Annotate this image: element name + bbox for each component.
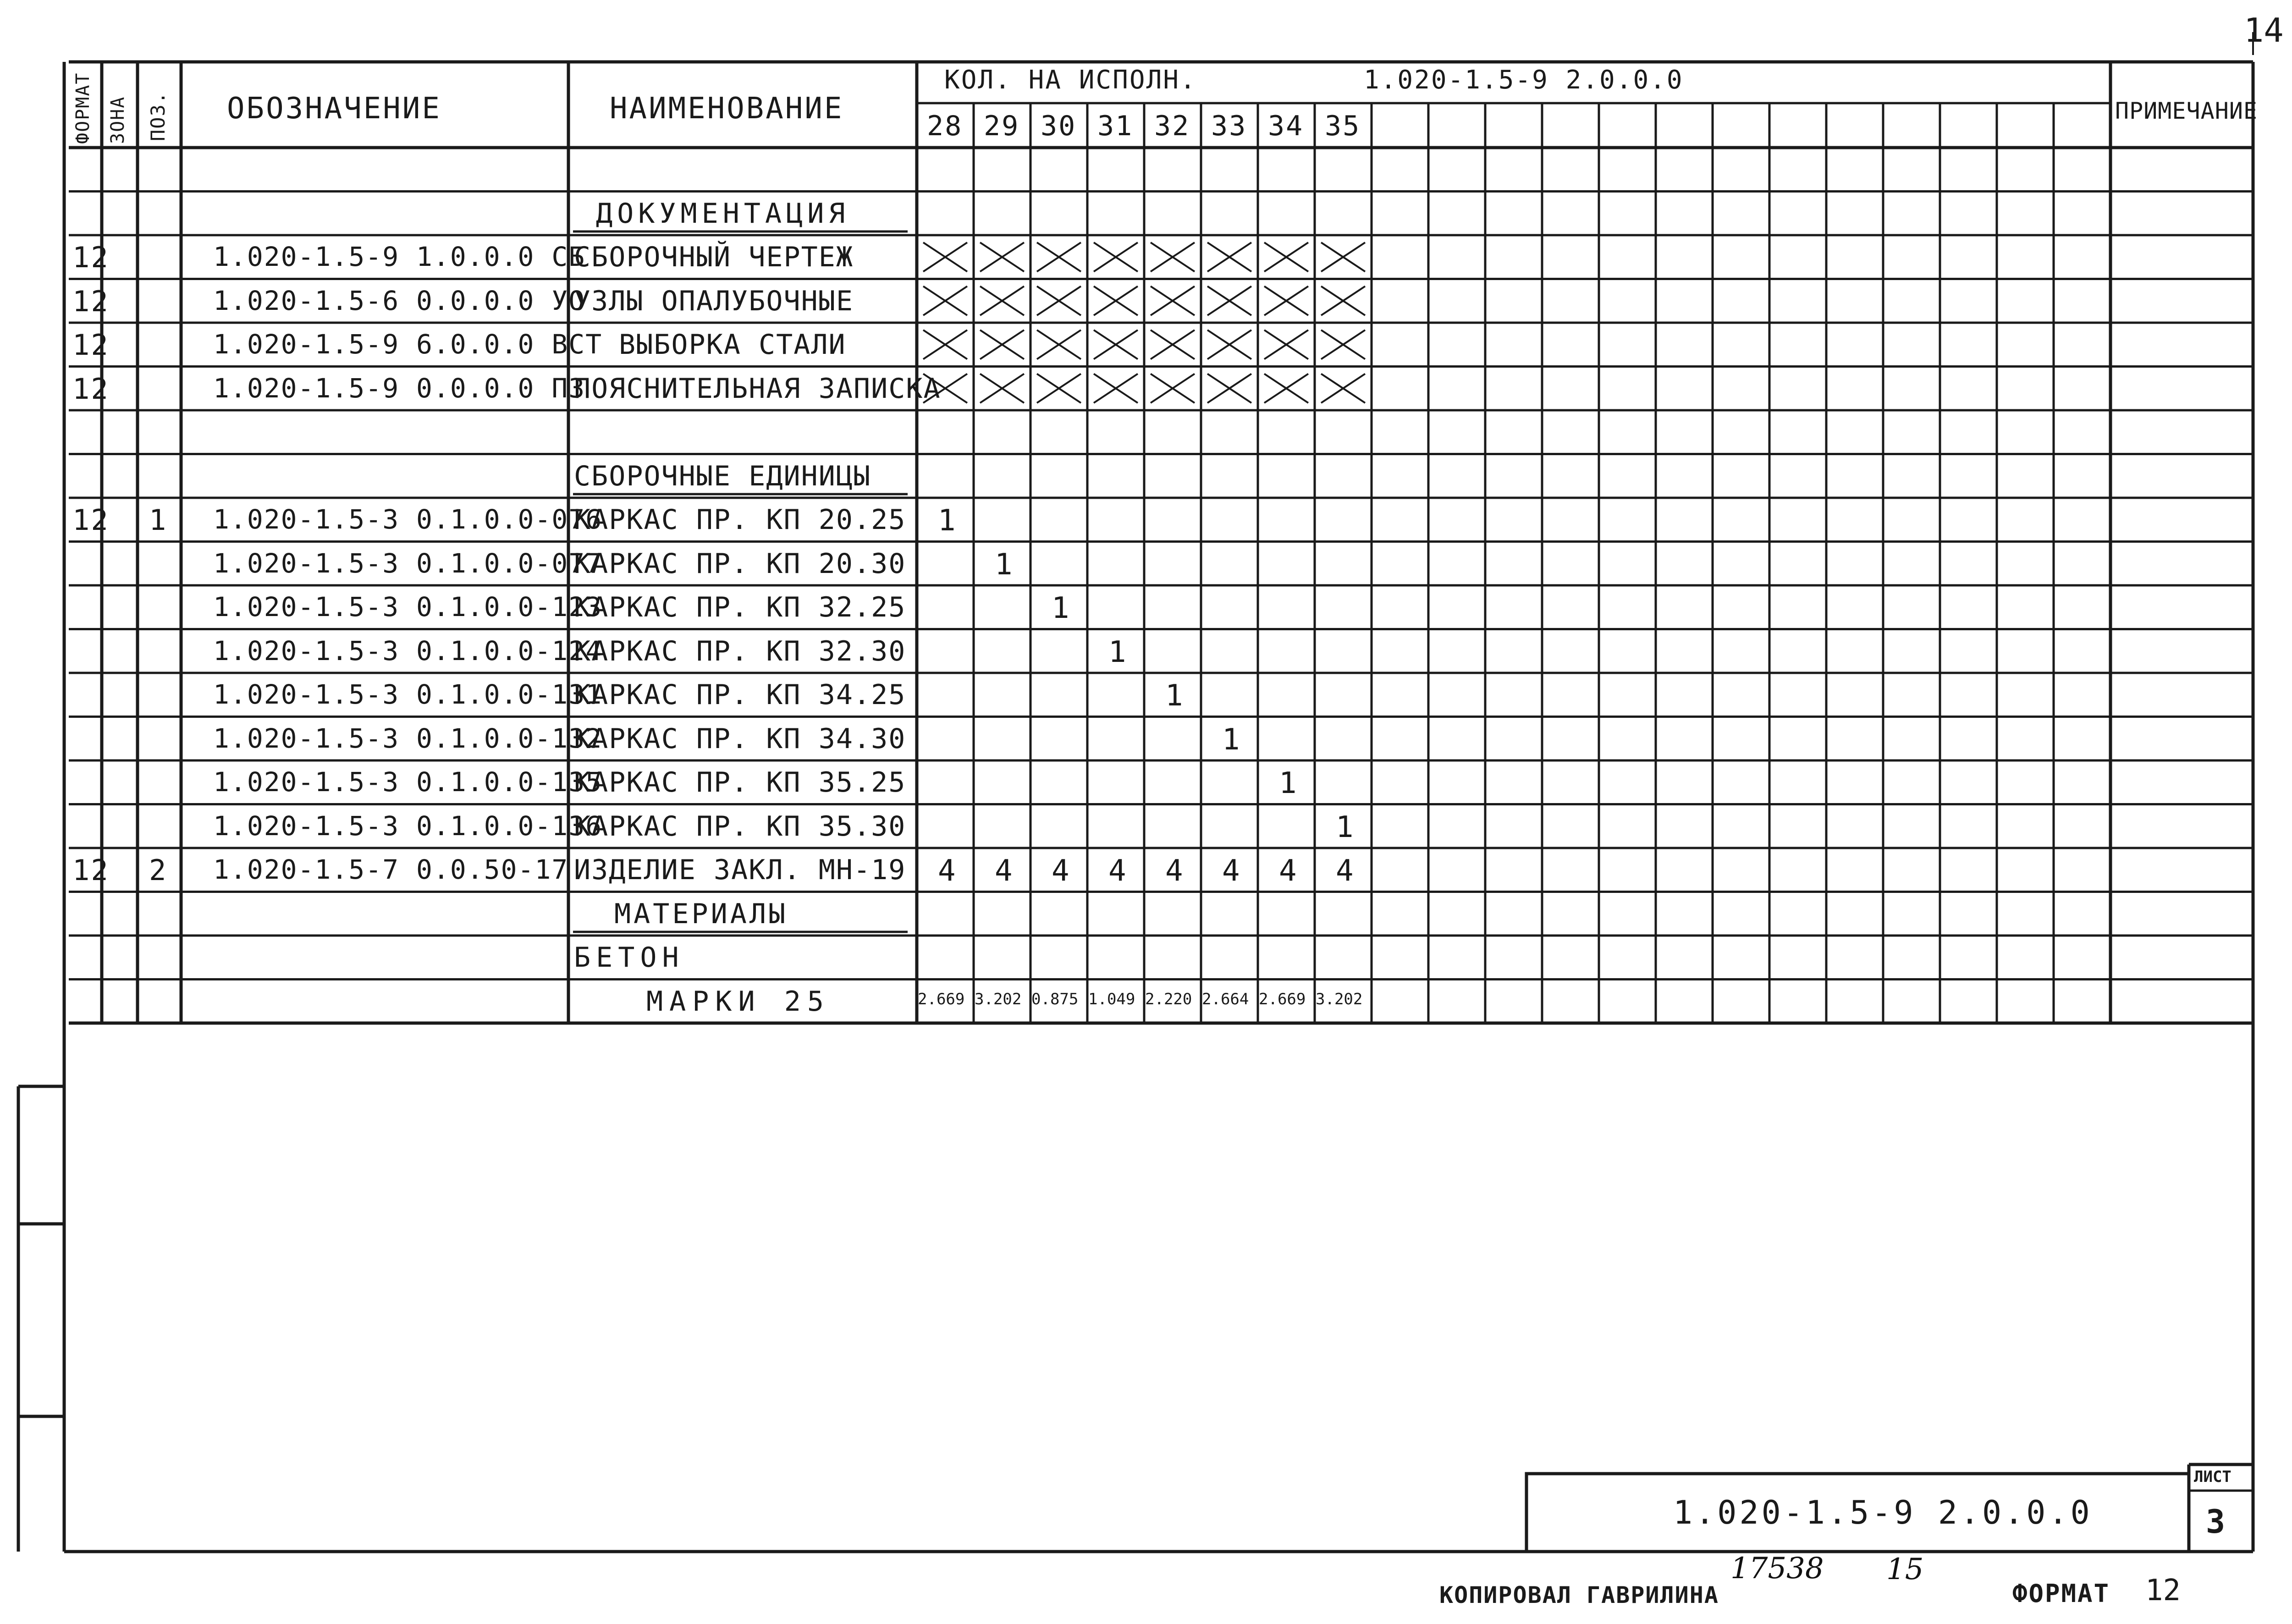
qty-value: 4 (995, 854, 1014, 888)
cell-name: ДОКУМЕНТАЦИЯ (596, 197, 850, 230)
header-zone: ЗОНА (107, 96, 128, 144)
qty-value: 4 (1165, 854, 1185, 888)
qty-value: 1 (1165, 679, 1185, 713)
qty-value: 1 (995, 547, 1014, 582)
qty-value: 4 (1279, 854, 1298, 888)
header-name: НАИМЕНОВАНИЕ (610, 92, 844, 126)
header-designation: ОБОЗНАЧЕНИЕ (227, 92, 441, 126)
qty-value: 1 (1222, 722, 1241, 757)
cell-name: МАТЕРИАЛЫ (614, 897, 788, 930)
header-note: ПРИМЕЧАНИЕ (2115, 98, 2258, 124)
qty-value: 2.220 (1145, 990, 1192, 1008)
cell-name: КАРКАС ПР. КП 32.25 (574, 591, 906, 623)
cell-name: ВЫБОРКА СТАЛИ (619, 329, 846, 361)
cell-designation: 1.020-1.5-3 0.1.0.0-123 (213, 591, 603, 622)
cell-designation: 1.020-1.5-9 1.0.0.0 СБ (213, 241, 586, 272)
cell-format: 12 (72, 284, 110, 318)
archive-sheet: 15 (1886, 1552, 1924, 1586)
copied-by: КОПИРОВАЛ ГАВРИЛИНА (1439, 1582, 1719, 1608)
header-variant: 35 (1325, 110, 1361, 142)
cell-format: 12 (72, 503, 110, 537)
cell-designation: 1.020-1.5-3 0.1.0.0-136 (213, 810, 603, 842)
header-variant: 32 (1154, 110, 1190, 142)
sheet-number: 3 (2206, 1503, 2226, 1541)
qty-value: 2.664 (1202, 990, 1249, 1008)
cell-designation: 1.020-1.5-9 0.0.0.0 ПЗ (213, 372, 586, 404)
qty-value: 1 (1108, 635, 1128, 669)
page-number: 14 (2244, 11, 2284, 50)
qty-value: 4 (1108, 854, 1128, 888)
cell-designation: 1.020-1.5-6 0.0.0.0 УО (213, 285, 586, 316)
qty-value: 3.202 (975, 990, 1022, 1008)
cell-name: КАРКАС ПР. КП 20.25 (574, 504, 906, 536)
format-value: 12 (2145, 1574, 2181, 1607)
cell-name: ИЗДЕЛИЕ ЗАКЛ. МН-19 (574, 854, 906, 886)
cell-pos: 2 (149, 853, 168, 887)
cell-designation: 1.020-1.5-3 0.1.0.0-077 (213, 547, 603, 579)
qty-value: 1 (938, 504, 957, 538)
cell-name: КАРКАС ПР. КП 34.30 (574, 722, 906, 755)
cell-name: КАРКАС ПР. КП 32.30 (574, 635, 906, 667)
header-variant: 33 (1211, 110, 1247, 142)
cell-designation: 1.020-1.5-9 6.0.0.0 ВСТ (213, 329, 603, 360)
cell-designation: 1.020-1.5-7 0.0.50-17 (213, 854, 569, 885)
cell-name: КАРКАС ПР. КП 35.30 (574, 810, 906, 842)
qty-value: 4 (1336, 854, 1355, 888)
cell-name: МАРКИ 25 (646, 985, 830, 1018)
header-pos: ПОЗ. (147, 91, 169, 141)
qty-value: 4 (1052, 854, 1071, 888)
cell-name: КАРКАС ПР. КП 34.25 (574, 679, 906, 711)
header-variant: 30 (1041, 110, 1077, 142)
cell-name: УЗЛЫ ОПАЛУБОЧНЫЕ (574, 285, 854, 317)
qty-value: 1.049 (1088, 990, 1135, 1008)
cell-format: 12 (72, 372, 110, 406)
cell-name: КАРКАС ПР. КП 20.30 (574, 547, 906, 580)
qty-value: 1 (1336, 810, 1355, 844)
qty-value: 2.669 (1259, 990, 1306, 1008)
cell-pos: 1 (149, 503, 168, 537)
sheet-label: ЛИСТ (2194, 1468, 2231, 1486)
header-qty-label: КОЛ. НА ИСПОЛН. (944, 65, 1197, 95)
cell-designation: 1.020-1.5-3 0.1.0.0-076 (213, 504, 603, 535)
header-variant: 28 (927, 110, 963, 142)
format-label: ФОРМАТ (2012, 1579, 2110, 1608)
qty-value: 4 (938, 854, 957, 888)
cell-format: 12 (72, 241, 110, 274)
header-variant: 31 (1097, 110, 1134, 142)
cell-format: 12 (72, 328, 110, 362)
header-variant: 34 (1268, 110, 1304, 142)
header-format: ФОРМАТ (72, 72, 94, 144)
qty-value: 1 (1279, 766, 1298, 800)
cell-name: БЕТОН (574, 941, 684, 974)
qty-value: 2.669 (918, 990, 965, 1008)
archive-number: 17538 (1730, 1552, 1824, 1585)
qty-value: 3.202 (1316, 990, 1363, 1008)
cell-designation: 1.020-1.5-3 0.1.0.0-124 (213, 635, 603, 666)
qty-value: 4 (1222, 854, 1241, 888)
header-doc-code: 1.020-1.5-9 2.0.0.0 (1364, 65, 1684, 95)
cell-name: СБОРОЧНЫЕ ЕДИНИЦЫ (574, 460, 871, 492)
cell-name: ПОЯСНИТЕЛЬНАЯ ЗАПИСКА (574, 372, 941, 405)
title-block-code: 1.020-1.5-9 2.0.0.0 (1673, 1494, 2093, 1531)
cell-format: 12 (72, 853, 110, 887)
qty-value: 0.875 (1031, 990, 1079, 1008)
header-variant: 29 (984, 110, 1020, 142)
cell-designation: 1.020-1.5-3 0.1.0.0-135 (213, 766, 603, 798)
cell-name: КАРКАС ПР. КП 35.25 (574, 766, 906, 798)
cell-designation: 1.020-1.5-3 0.1.0.0-131 (213, 679, 603, 710)
qty-value: 1 (1052, 591, 1071, 625)
cell-designation: 1.020-1.5-3 0.1.0.0-132 (213, 722, 603, 754)
cell-name: СБОРОЧНЫЙ ЧЕРТЕЖ (574, 241, 854, 273)
